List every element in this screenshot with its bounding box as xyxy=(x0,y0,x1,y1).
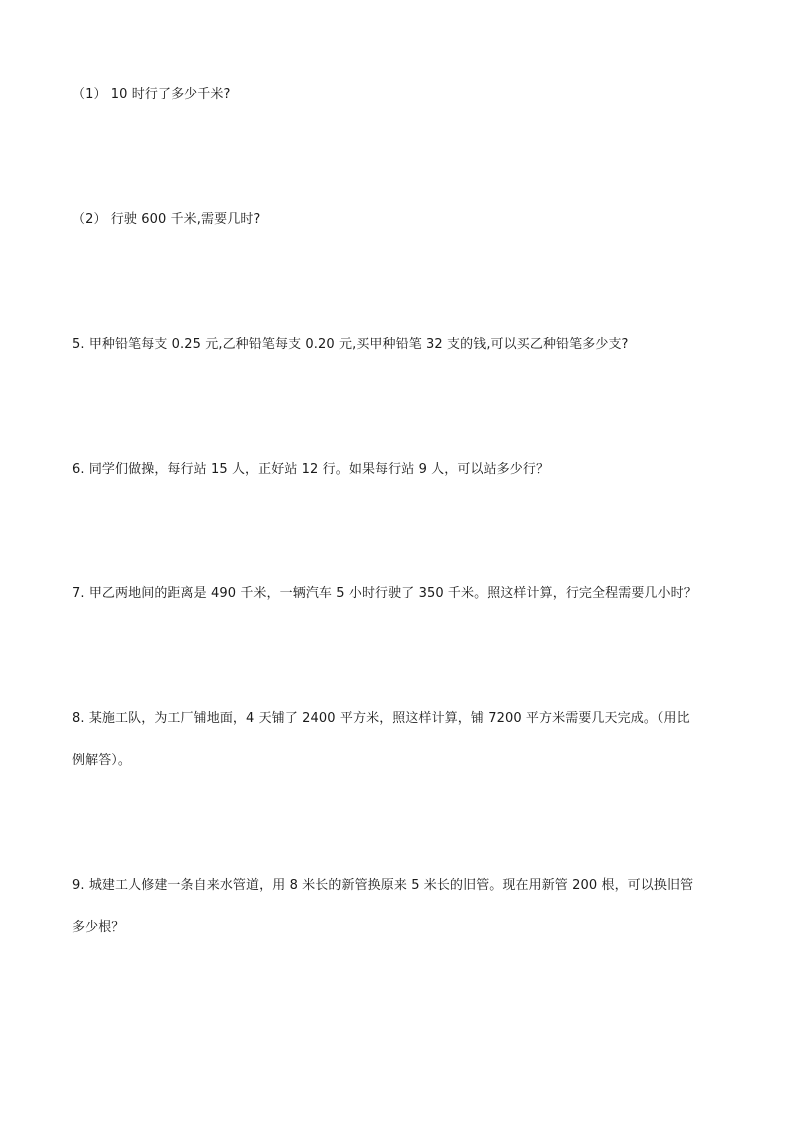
question-6: 6. 同学们做操，每行站 15 人，正好站 12 行。如果每行站 9 人，可以站多少行？ xyxy=(72,462,550,477)
question-4-part-2: （2） 行驶 600 千米,需要几时? xyxy=(72,212,261,227)
question-9-line-1: 9. 城建工人修建一条自来水管道，用 8 米长的新管换原来 5 米长的旧管。现在用新管 200 根，可以换旧管 xyxy=(72,878,694,893)
question-8-line-1: 8. 某施工队，为工厂铺地面，4 天铺了 2400 平方米，照这样计算，铺 7200 平方米需要几天完成。（用比 xyxy=(72,711,690,726)
question-4-part-1: （1） 10 时行了多少千米? xyxy=(72,87,231,102)
question-9-line-2: 多少根？ xyxy=(72,920,125,935)
question-8-line-2: 例解答）。 xyxy=(72,753,132,768)
question-7: 7. 甲乙两地间的距离是 490 千米，一辆汽车 5 小时行驶了 350 千米。照这样计算，行完全程需要几小时？ xyxy=(72,586,697,601)
question-5: 5. 甲种铅笔每支 0.25 元,乙种铅笔每支 0.20 元,买甲种铅笔 32 支的钱,可以买乙种铅笔多少支? xyxy=(72,337,629,352)
